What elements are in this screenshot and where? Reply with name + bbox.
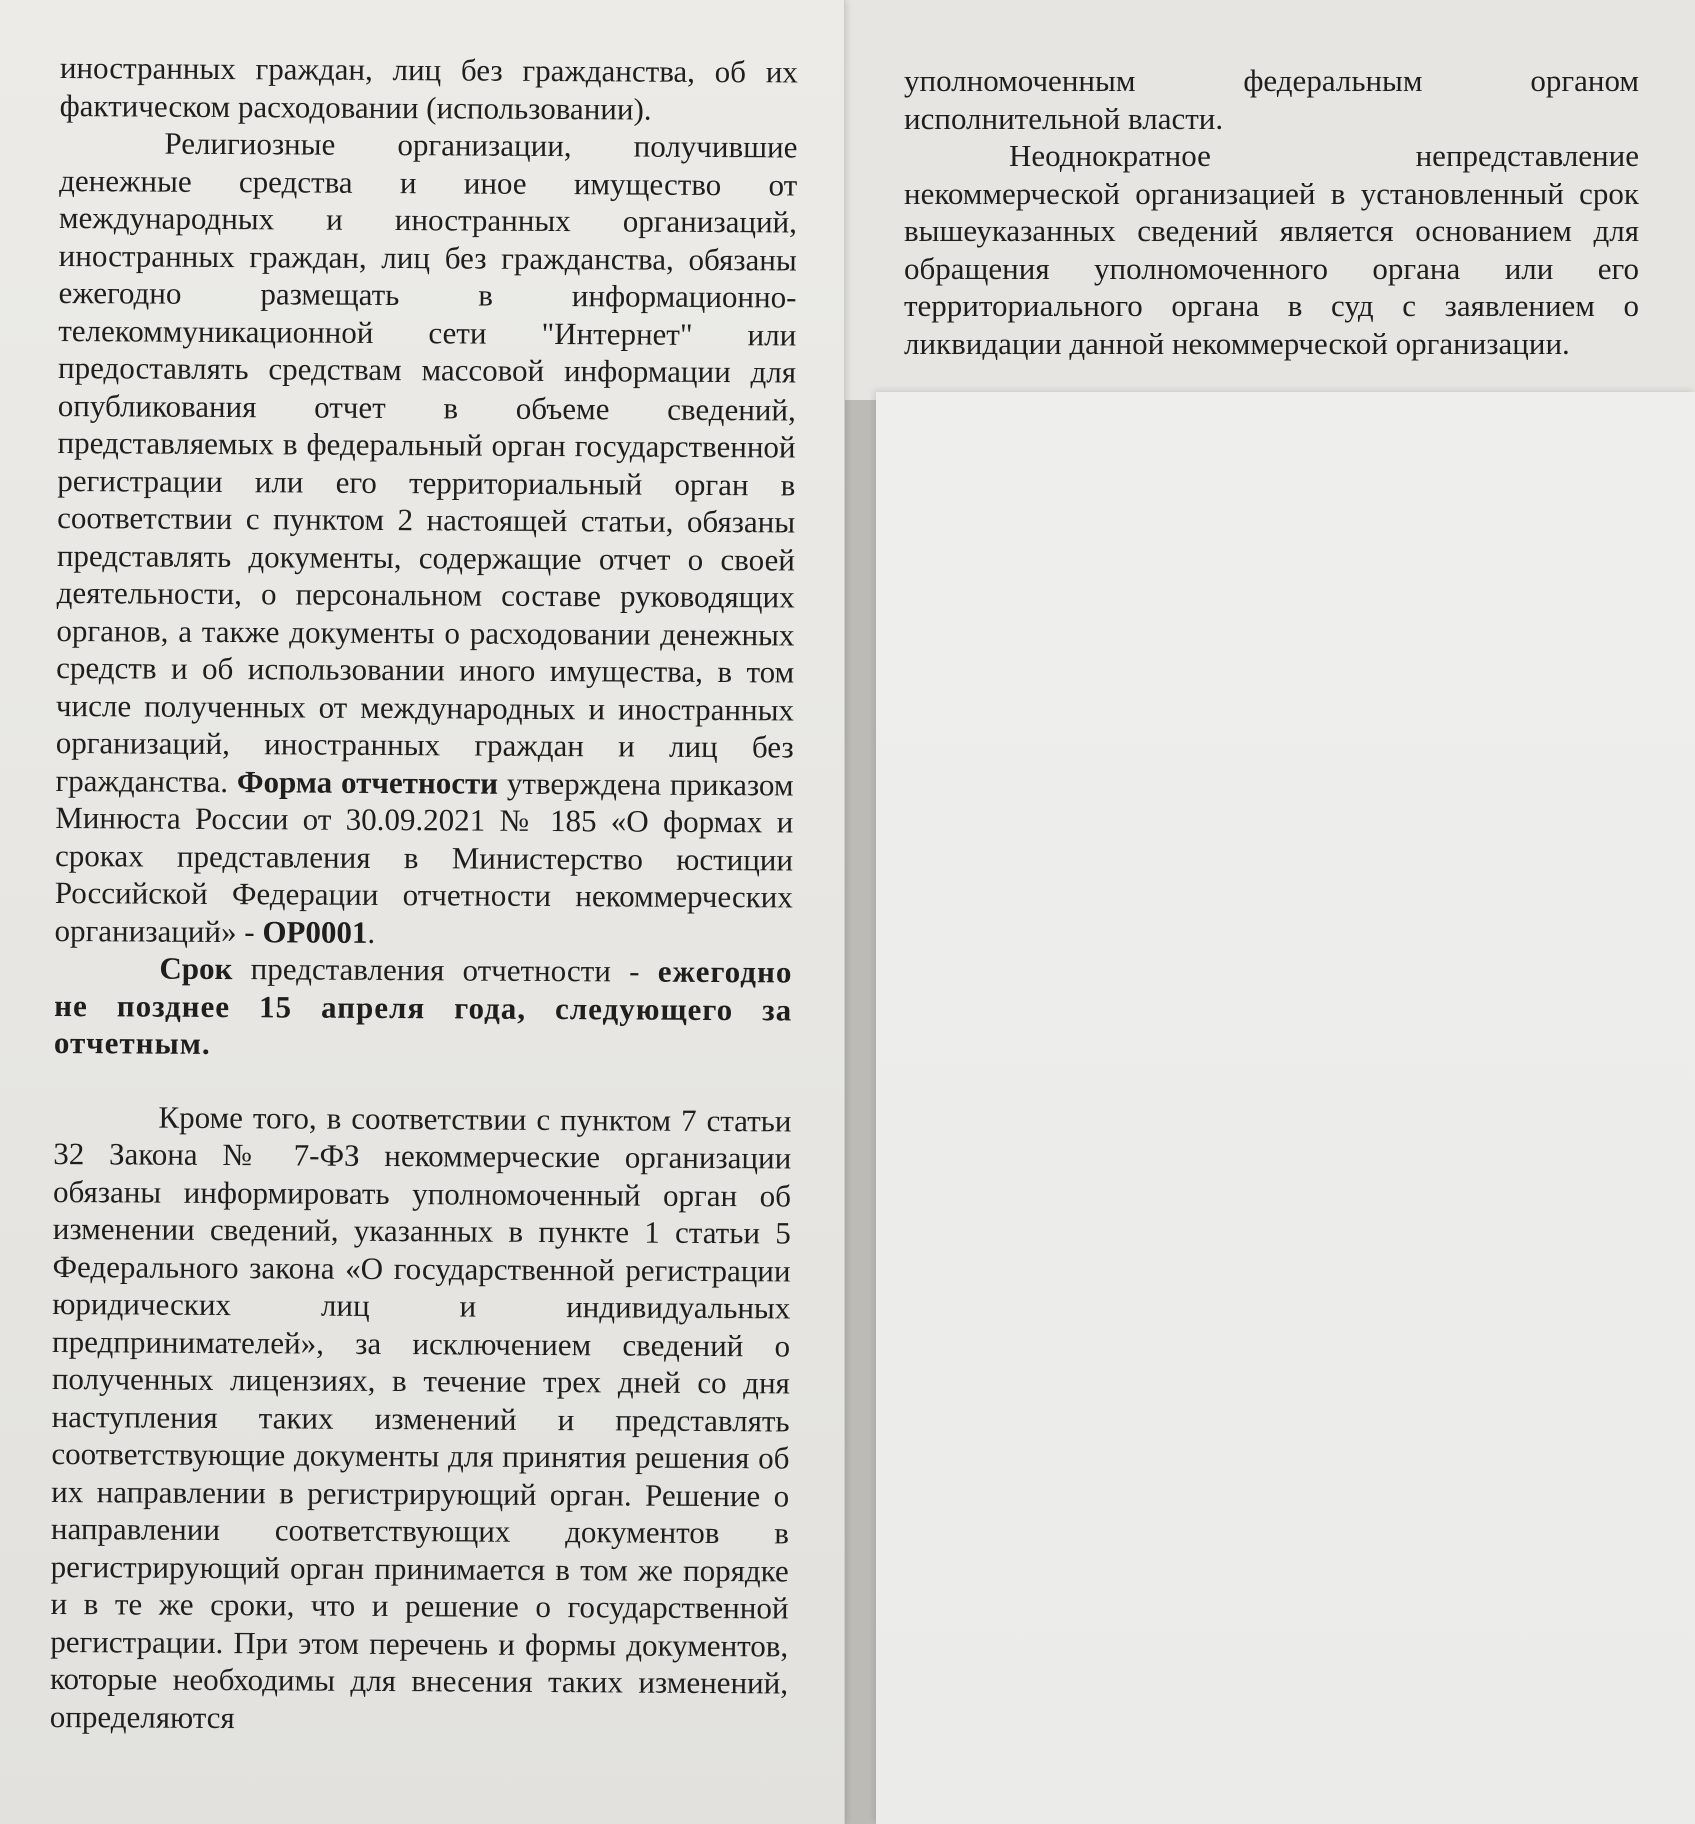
paragraph-liquidation: Неоднократное непредставление некоммерческой организацией в установленный срок вышеуказанных сведений является основанием для обращения уполномоченного органа или его территориального органа в суд с заявлением о ликвидации данной некоммерческой организации.: [904, 138, 1639, 361]
paragraph-authorized-body: уполномоченным федеральным органом исполнительной власти.: [904, 63, 1639, 136]
right-page-blank-sheet: [876, 392, 1695, 1824]
paragraph-deadline: [54, 949, 793, 1066]
left-text-column: [50, 49, 798, 1739]
religious-org-text: Религиозные организации, получившие денежные средства и иное имущество от международных и иностранных организаций, иностранных граждан, лиц без гражданства, обязаны ежегодно размещать в информационно-телекоммуникационной сети "Интернет" или предоставлять средствам массовой информации для опубликования отчет в объеме сведений, представляемых в федеральный орган государственной регистрации или его территориальный орган в соответствии с пунктом 2 настоящей статьи, обязаны представлять документы, содержащие отчет о своей деятельности, о персональном составе руководящих органов, а также документы о расходовании денежных средств и об использовании иного имущества, в том числе полученных от международных и иностранных организаций, иностранных граждан и лиц без гражданства.: [55, 125, 798, 799]
report-form-bold: Форма отчетности: [236, 763, 499, 801]
deadline-date-bold: ежегодно не позднее 15 апреля года, следующего за отчетным.: [53, 953, 793, 1061]
paragraph-religious-organizations: [55, 124, 798, 953]
right-text-column: [904, 62, 1639, 362]
paragraph-foreign-citizens: иностранных граждан, лиц без гражданства, об их фактическом расходовании (использовании).: [59, 49, 798, 127]
report-form-code: ОР0001: [262, 913, 368, 950]
report-form-period: .: [367, 914, 376, 950]
report-form-order-text: утверждена приказом Минюста России от 30.09.2021 № 185 «О формах и сроках представления в Министерство юстиции Российской Федерации отчетности некоммерческих организаций» -: [54, 765, 794, 949]
deadline-mid-text: представления отчетности -: [250, 951, 640, 989]
deadline-label-bold: Срок: [159, 950, 233, 987]
paragraph-change-notification: Кроме того, в соответствии с пунктом 7 статьи 32 Закона № 7-ФЗ некоммерческие организации обязаны информировать уполномоченный орган об изменении сведений, указанных в пункте 1 статьи 5 Федерального закона «О государственной регистрации юридических лиц и индивидуальных предпринимателей», за исключением сведений о полученных лицензиях, в течение трех дней со дня наступления таких изменений и представлять соответствующие документы для принятия решения об их направлении в регистрирующий орган. Решение о направлении соответствующих документов в регистрирующий орган принимается в том же порядке и в те же сроки, что и решение о государственной регистрации. При этом перечень и формы документов, которые необходимы для внесения таких изменений, определяются: [49, 1099, 792, 1735]
